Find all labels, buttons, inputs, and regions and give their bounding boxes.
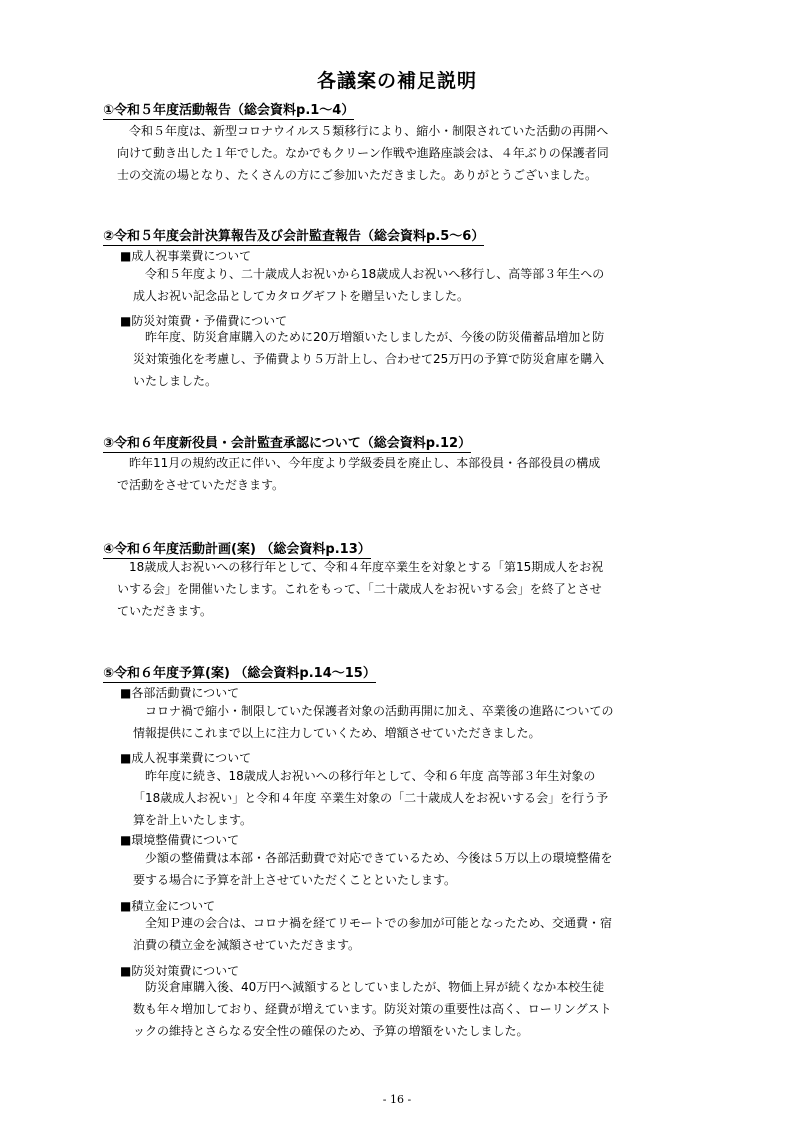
page-number: - 16 - — [382, 1093, 412, 1106]
paragraph-line: 災対策強化を考慮し、予備費より５万計上し、合わせて25万円の予算で防災倉庫を購入 — [133, 352, 605, 366]
paragraph-line: 算を計上いたします。 — [133, 813, 253, 827]
paragraph-line: 防災倉庫購入後、40万円へ減額するとしていましたが、物価上昇が続くなか本校生徒 — [145, 980, 605, 994]
paragraph-line: 18歳成人お祝いへの移行年として、令和４年度卒業生を対象とする「第15期成人をお祝 — [129, 560, 604, 574]
item-label-coming-of-age-budget: ■成人祝事業費について — [120, 751, 252, 765]
item-label-disaster-reserve: ■防災対策費・予備費について — [120, 314, 288, 328]
page-title: 各議案の補足説明 — [316, 70, 477, 92]
reserve-fund-paragraph — [133, 912, 612, 956]
environment-paragraph — [133, 847, 613, 891]
activity-report-paragraph — [117, 120, 609, 186]
paragraph-line: 泊費の積立金を減額させていただきます。 — [133, 938, 361, 952]
paragraph-line: 成人お祝い記念品としてカタログギフトを贈呈いたしました。 — [133, 289, 470, 303]
section-heading-new-officers: ③令和６年度新役員・会計監査承認について（総会資料p.12） — [103, 432, 471, 453]
item-label-coming-of-age: ■成人祝事業費について — [120, 249, 252, 263]
paragraph-line: 「18歳成人お祝い」と令和４年度 卒業生対象の「二十歳成人をお祝いする会」を行う予 — [133, 791, 609, 805]
paragraph-line: 昨年11月の規約改正に伴い、今年度より学級委員を廃止し、本部役員・各部役員の構成 — [129, 456, 601, 470]
section-heading-activity-plan: ④令和６年度活動計画(案) （総会資料p.13） — [103, 538, 371, 559]
paragraph-line: 少額の整備費は本部・各部活動費で対応できているため、今後は５万以上の環境整備を — [145, 851, 613, 865]
paragraph-line: 全知Ｐ連の会合は、コロナ禍を経てリモートでの参加が可能となったため、交通費・宿 — [145, 916, 613, 930]
section-heading-budget: ⑤令和６年度予算(案) （総会資料p.14～15） — [103, 662, 376, 683]
paragraph-line: 情報提供にこれまで以上に注力していくため、増額させていただきました。 — [133, 726, 541, 740]
paragraph-line: 令和５年度は、新型コロナウイルス５類移行により、縮小・制限されていた活動の再開へ — [129, 124, 609, 138]
paragraph-line: 向けて動き出した１年でした。なかでもクリーン作戦や進路座談会は、４年ぶりの保護者同 — [117, 146, 609, 160]
item-label-disaster-budget: ■防災対策費について — [120, 964, 240, 978]
paragraph-line: ていただきます。 — [117, 604, 213, 618]
paragraph-line: いする会」を開催いたします。これをもって、「二十歳成人をお祝いする会」を終了とさせ — [117, 582, 602, 596]
section-heading-activity-report: ①令和５年度活動報告（総会資料p.1～4） — [103, 99, 354, 120]
paragraph-line: 昨年度に続き、18歳成人お祝いへの移行年として、令和６年度 高等部３年生対象の — [145, 769, 596, 783]
paragraph-line: 士の交流の場となり、たくさんの方にご参加いただきました。ありがとうございました。 — [117, 168, 598, 182]
disaster-reserve-paragraph — [133, 326, 604, 392]
paragraph-line: で活動をさせていただきます。 — [117, 478, 285, 492]
section-heading-settlement-report: ②令和５年度会計決算報告及び会計監査報告（総会資料p.5～6） — [103, 225, 484, 246]
coming-of-age-budget-paragraph — [133, 765, 608, 831]
paragraph-line: 昨年度、防災倉庫購入のために20万増額いたしましたが、今後の防災備蓄品増加と防 — [145, 330, 605, 344]
activity-plan-paragraph — [117, 556, 603, 622]
coming-of-age-paragraph — [133, 263, 604, 307]
paragraph-line: コロナ禍で縮小・制限していた保護者対象の活動再開に加え、卒業後の進路についての — [145, 704, 614, 718]
department-activity-paragraph — [133, 700, 613, 744]
paragraph-line: 令和５年度より、二十歳成人お祝いから18歳成人お祝いへ移行し、高等部３年生への — [145, 267, 605, 281]
new-officers-paragraph — [117, 452, 600, 496]
item-label-environment: ■環境整備費について — [120, 833, 240, 847]
disaster-budget-paragraph — [133, 976, 611, 1042]
paragraph-line: 要する場合に予算を計上させていただくことといたします。 — [133, 873, 457, 887]
paragraph-line: 数も年々増加しており、経費が増えています。防災対策の重要性は高く、ローリングスト — [133, 1002, 612, 1016]
item-label-department-activity: ■各部活動費について — [120, 686, 240, 700]
paragraph-line: ックの維持とさらなる安全性の確保のため、予算の増額をいたしました。 — [133, 1024, 529, 1038]
paragraph-line: いたしました。 — [133, 374, 218, 388]
item-label-reserve-fund: ■積立金について — [120, 899, 216, 913]
